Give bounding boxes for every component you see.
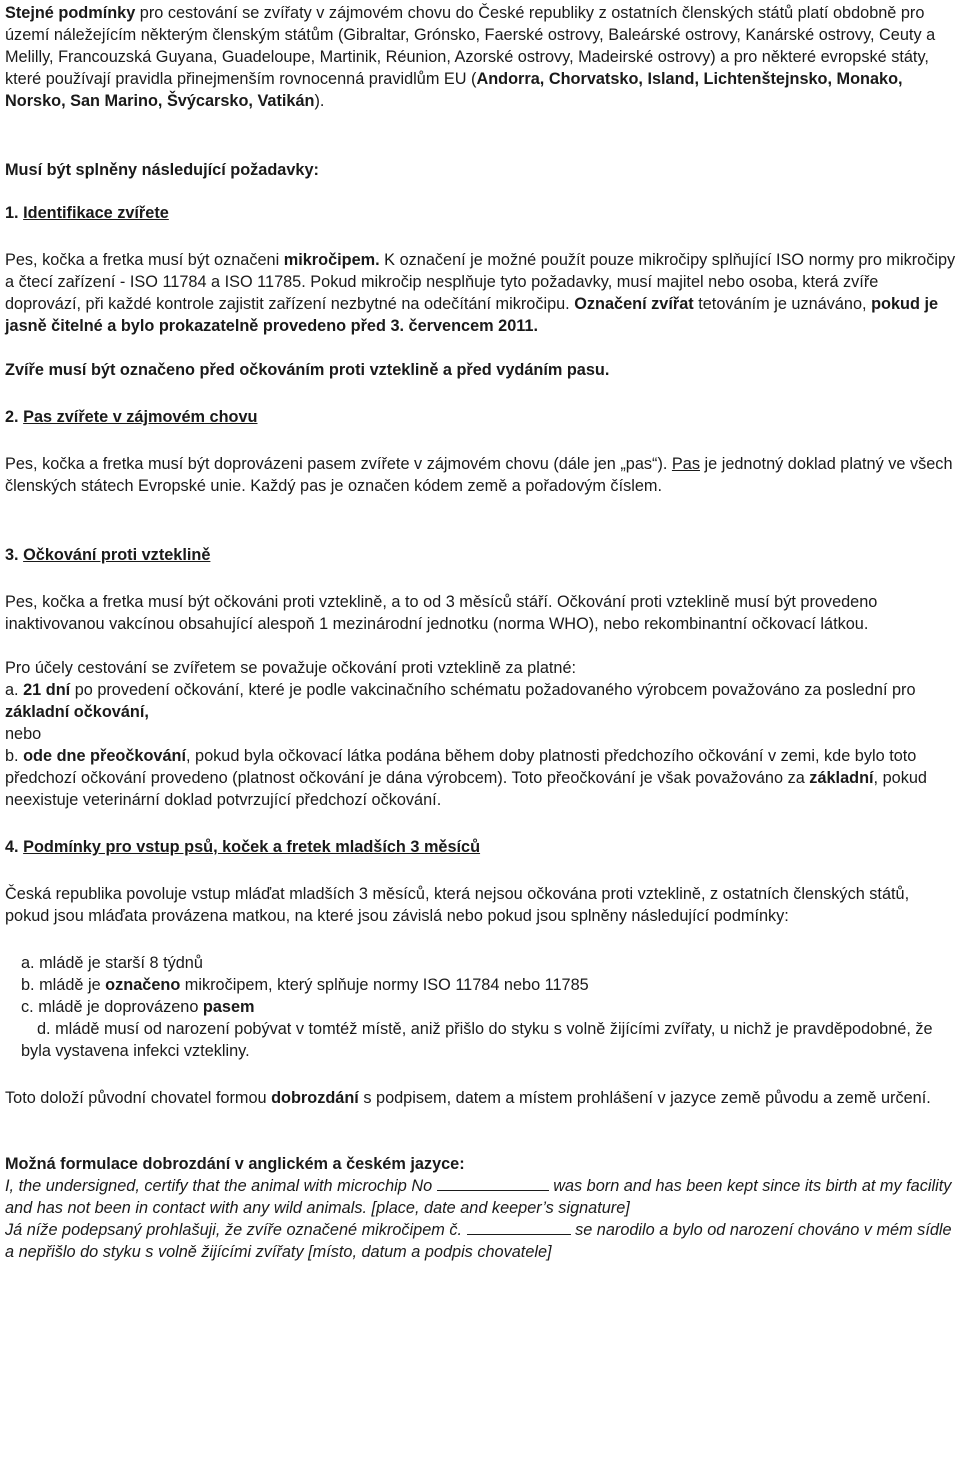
- section3-validity: Pro účely cestování se zvířetem se považuje očkování proti vzteklině za platné: a. 21 dní po provedení očkování, které je podle vakcinačního schématu požadovaného výrobcem považováno za poslední pro základní očkování, nebo b. ode dne přeočkování, pokud byla očkovací látka podána během doby platnosti předchozího očkování v zemi, kde bylo toto předchozí očkování provedeno (platnost očkování je dána výrobcem). Toto přeočkování je však považováno za základní, pokud neexistuje veterinární doklad potvrzující předchozí očkování.: [5, 657, 956, 811]
- blank-line: [467, 1220, 571, 1235]
- condition-item-a: a. mládě je starší 8 týdnů: [21, 954, 203, 972]
- formulation-heading: Možná formulace dobrozdání v anglickém a českém jazyce:: [5, 1155, 465, 1173]
- intro-paragraph: [5, 2, 956, 112]
- conditions-list: [5, 952, 956, 1062]
- section4-title: Podmínky pro vstup psů, koček a fretek mladších 3 měsíců: [23, 838, 481, 856]
- intro-countries: Andorra, Chorvatsko, Island, Lichtenštejnsko, Monako, Norsko, San Marino, Švýcarsko, Vatikán: [5, 70, 903, 110]
- intro-text: pro cestování se zvířaty v zájmovém chovu do České republiky z ostatních členských států platí obdobně pro území náležejícím některým členským státům (Gibraltar, Grónsko, Faerské ostrovy, Baleárské ostrovy, Kanárské ostrovy, Ceuty a Melilly, Francouzská Guyana, Guadeloupe, Martinik, Réunion, Azorské ostrovy, Madeirské ostrovy) a pro některé evropské státy, které používají pravidla přinejmenším rovnocenná pravidlům EU (: [5, 4, 936, 88]
- formulation-english: I, the undersigned, certify that the animal with microchip No was born and has been kept since its birth at my facility and has not been in contact with any wild animals. [place, date and keeper’s signature]: [5, 1177, 952, 1217]
- formulation-block: [5, 1153, 956, 1263]
- section4-statement: Toto doloží původní chovatel formou dobrozdání s podpisem, datem a místem prohlášení v jazyce země původu a země určení.: [5, 1089, 931, 1107]
- section4-paragraph: Česká republika povoluje vstup mláďat mladších 3 měsíců, která nejsou očkována proti vzteklině, z ostatních členských států, pokud jsou mláďata provázena matkou, na které jsou závislá nebo pokud jsou splněny následující podmínky:: [5, 885, 910, 925]
- requirements-heading: Musí být splněny následující požadavky:: [5, 161, 319, 179]
- blank-line: [437, 1176, 549, 1191]
- intro-bold-lead: Stejné podmínky: [5, 4, 136, 22]
- condition-item-c: c. mládě je doprovázeno pasem: [21, 998, 255, 1016]
- validity-or: nebo: [5, 725, 42, 743]
- section4-heading: 4. Podmínky pro vstup psů, koček a fretek mladších 3 měsíců: [5, 838, 481, 856]
- section3-heading: 3. Očkování proti vzteklině: [5, 546, 211, 564]
- condition-item-d: d. mládě musí od narození pobývat v tomtéž místě, aniž přišlo do styku s volně žijícími zvířaty, u nichž je pravděpodobné, že byla vystavena infekci vztekliny.: [21, 1020, 933, 1060]
- section1-title: Identifikace zvířete: [23, 204, 169, 222]
- condition-item-b: b. mládě je označeno mikročipem, který splňuje normy ISO 11784 nebo 11785: [21, 976, 589, 994]
- validity-item-a: a. 21 dní po provedení očkování, které je podle vakcinačního schématu požadovaného výrobcem považováno za poslední pro základní očkování,: [5, 681, 916, 721]
- section3-title: Očkování proti vzteklině: [23, 546, 211, 564]
- section2-paragraph: Pes, kočka a fretka musí být doprovázeni pasem zvířete v zájmovém chovu (dále jen „pas“). Pas je jednotný doklad platný ve všech členských státech Evropské unie. Každý pas je označen kódem země a pořadovým číslem.: [5, 455, 953, 495]
- formulation-czech: Já níže podepsaný prohlašuji, že zvíře označené mikročipem č. se narodilo a bylo od narození chováno v mém sídle a nepřišlo do styku s volně žijícími zvířaty [místo, datum a podpis chovatele]: [5, 1221, 952, 1261]
- section3-paragraph: Pes, kočka a fretka musí být očkováni proti vzteklině, a to od 3 měsíců stáří. Očkování proti vzteklině musí být provedeno inaktivovanou vakcínou obsahující alespoň 1 mezinárodní jednotku (norma WHO), nebo rekombinantní očkovací látkou.: [5, 593, 878, 633]
- validity-item-b: b. ode dne přeočkování, pokud byla očkovací látka podána během doby platnosti předchozího očkování v zemi, kde bylo toto předchozí očkování provedeno (platnost očkování je dána výrobcem). Toto přeočkování je však považováno za základní, pokud neexistuje veterinární doklad potvrzující předchozí očkování.: [5, 747, 927, 809]
- section1-note: Zvíře musí být označeno před očkováním proti vzteklině a před vydáním pasu.: [5, 361, 610, 379]
- section2-heading: 2. Pas zvířete v zájmovém chovu: [5, 408, 258, 426]
- section1-heading: 1. Identifikace zvířete: [5, 204, 169, 222]
- section1-paragraph: Pes, kočka a fretka musí být označeni mikročipem. K označení je možné použít pouze mikročipy splňující ISO normy pro mikročipy a čtecí zařízení - ISO 11784 a ISO 11785. Pokud mikročip nesplňuje tyto požadavky, musí majitel nebo osoba, která zvíře doprovází, při každé kontrole zajistit zařízení nezbytné na odečítání mikročipu. Označení zvířat tetováním je uznáváno, pokud je jasně čitelné a bylo prokazatelně provedeno před 3. červencem 2011.: [5, 251, 956, 335]
- intro-text-end: ).: [314, 92, 325, 110]
- section2-title: Pas zvířete v zájmovém chovu: [23, 408, 258, 426]
